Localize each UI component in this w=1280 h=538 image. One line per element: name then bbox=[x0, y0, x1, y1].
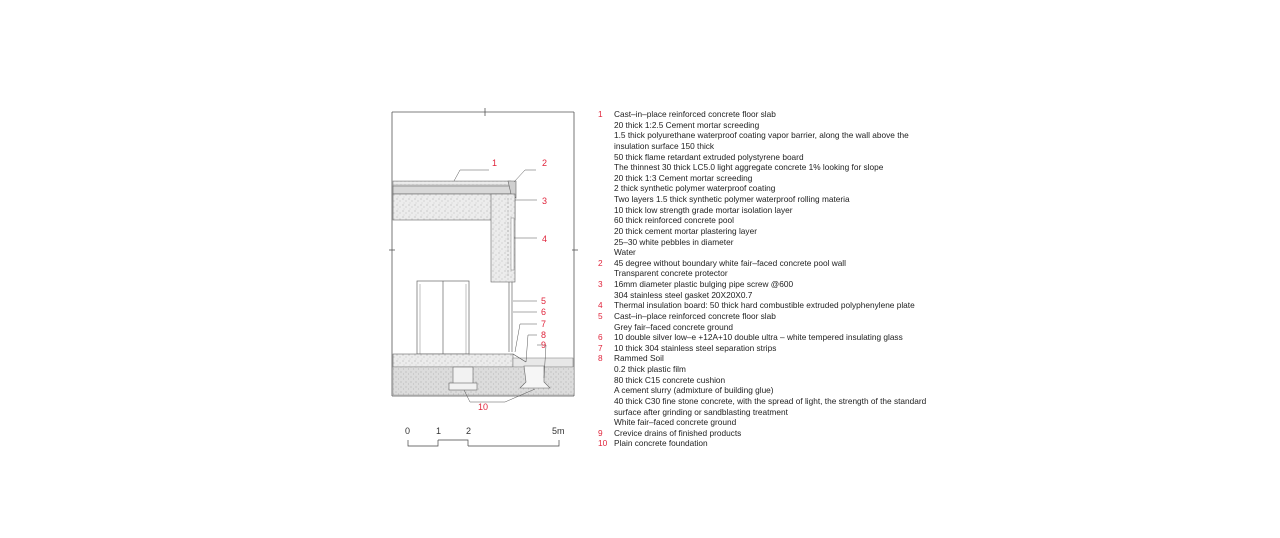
legend-line: Grey fair–faced concrete ground bbox=[614, 321, 733, 332]
legend-number: 1 bbox=[598, 109, 603, 119]
legend-number: 10 bbox=[598, 438, 608, 449]
legend-line: The thinnest 30 thick LC5.0 light aggregate concrete 1% looking for slope bbox=[614, 162, 884, 173]
legend-line: Transparent concrete protector bbox=[614, 268, 728, 279]
pebble-layer bbox=[393, 181, 511, 186]
legend-line: 40 thick C30 fine stone concrete, with the spread of light, the strength of the standard bbox=[614, 395, 927, 406]
legend-entry-4 bbox=[598, 300, 978, 311]
legend-entry-5 bbox=[598, 311, 978, 332]
callout-8: 8 bbox=[541, 330, 547, 340]
insulation-board bbox=[511, 218, 514, 270]
legend-entry-1 bbox=[598, 109, 978, 258]
exterior-wall bbox=[491, 194, 515, 282]
legend-line: 0.2 thick plastic film bbox=[614, 364, 686, 374]
legend-number: 3 bbox=[598, 279, 603, 289]
legend-line: Thermal insulation board: 50 thick hard combustible extruded polyphenylene plate bbox=[614, 300, 915, 311]
legend-line: 20 thick 1:2.5 Cement mortar screeding bbox=[614, 119, 760, 130]
plain-concrete-foundation bbox=[453, 367, 473, 385]
legend-line: 10 thick 304 stainless steel separation strips bbox=[614, 342, 777, 353]
legend-line: 16mm diameter plastic bulging pipe screw @600 bbox=[614, 279, 794, 289]
callout-4: 4 bbox=[542, 234, 548, 244]
legend-line: A cement slurry (admixture of building glue) bbox=[614, 385, 774, 396]
legend-line: 1.5 thick polyurethane waterproof coating vapor barrier, along the wall above the bbox=[614, 130, 909, 141]
legend-number: 8 bbox=[598, 353, 603, 364]
callout-3: 3 bbox=[542, 196, 548, 206]
scale-bar bbox=[405, 426, 565, 446]
roof-slab bbox=[393, 186, 513, 194]
legend-entry-6 bbox=[598, 332, 978, 343]
legend-line: White fair–faced concrete ground bbox=[614, 417, 737, 428]
legend-line: 2 thick synthetic polymer waterproof coating bbox=[614, 183, 776, 194]
scale-tick-2: 2 bbox=[466, 426, 472, 436]
legend-entry-9 bbox=[598, 428, 978, 439]
legend-line: 60 thick reinforced concrete pool bbox=[614, 215, 734, 226]
legend-number: 4 bbox=[598, 300, 603, 311]
legend-line: Cast–in–place reinforced concrete floor slab bbox=[614, 310, 776, 321]
legend-line: 304 stainless steel gasket 20X20X0.7 bbox=[614, 289, 753, 300]
ground-construction bbox=[393, 354, 574, 395]
rammed-soil bbox=[393, 367, 574, 395]
legend-entry-3 bbox=[598, 279, 978, 300]
legend-entry-8 bbox=[598, 353, 978, 427]
materials-legend bbox=[598, 109, 978, 449]
callout-7: 7 bbox=[541, 319, 547, 329]
legend-line: Two layers 1.5 thick synthetic polymer waterproof rolling materia bbox=[614, 194, 850, 204]
legend-number: 5 bbox=[598, 310, 603, 321]
ground-slab bbox=[393, 354, 513, 367]
legend-entry-7 bbox=[598, 343, 978, 354]
callout-6: 6 bbox=[541, 307, 547, 317]
legend-line: 10 double silver low–e +12A+10 double ultra – white tempered insulating glass bbox=[614, 332, 903, 343]
legend-line: 20 thick cement mortar plastering layer bbox=[614, 225, 757, 236]
scale-tick-5m: 5m bbox=[552, 426, 565, 436]
legend-line: Rammed Soil bbox=[614, 353, 664, 364]
legend-line: 45 degree without boundary white fair–faced concrete pool wall bbox=[614, 257, 846, 268]
legend-line: insulation surface 150 thick bbox=[614, 140, 715, 151]
legend-number: 9 bbox=[598, 427, 603, 438]
legend-entry-10 bbox=[598, 438, 978, 449]
legend-line: 20 thick 1:3 Cement mortar screeding bbox=[614, 172, 753, 183]
legend-number: 2 bbox=[598, 257, 603, 268]
legend-line: surface after grinding or sandblasting treatment bbox=[614, 406, 788, 417]
legend-number: 6 bbox=[598, 332, 603, 343]
callout-9: 9 bbox=[541, 340, 547, 350]
callout-2: 2 bbox=[542, 158, 548, 168]
legend-line: Plain concrete foundation bbox=[614, 438, 708, 449]
legend-line: 10 thick low strength grade mortar isolation layer bbox=[614, 204, 793, 215]
callout-1: 1 bbox=[492, 158, 498, 168]
legend-line: 50 thick flame retardant extruded polystyrene board bbox=[614, 151, 804, 162]
legend-line: Crevice drains of finished products bbox=[614, 427, 742, 438]
scale-tick-1: 1 bbox=[436, 426, 442, 436]
legend-entry-2 bbox=[598, 258, 978, 279]
callout-10: 10 bbox=[478, 402, 489, 412]
legend-line: 80 thick C15 concrete cushion bbox=[614, 374, 726, 385]
callout-5: 5 bbox=[541, 296, 547, 306]
scale-tick-0: 0 bbox=[405, 426, 411, 436]
legend-line: Water bbox=[614, 247, 636, 258]
glazing bbox=[417, 281, 512, 354]
legend-number: 7 bbox=[598, 342, 603, 353]
legend-line: 25–30 white pebbles in diameter bbox=[614, 236, 734, 247]
legend-line: Cast–in–place reinforced concrete floor slab bbox=[614, 109, 776, 119]
